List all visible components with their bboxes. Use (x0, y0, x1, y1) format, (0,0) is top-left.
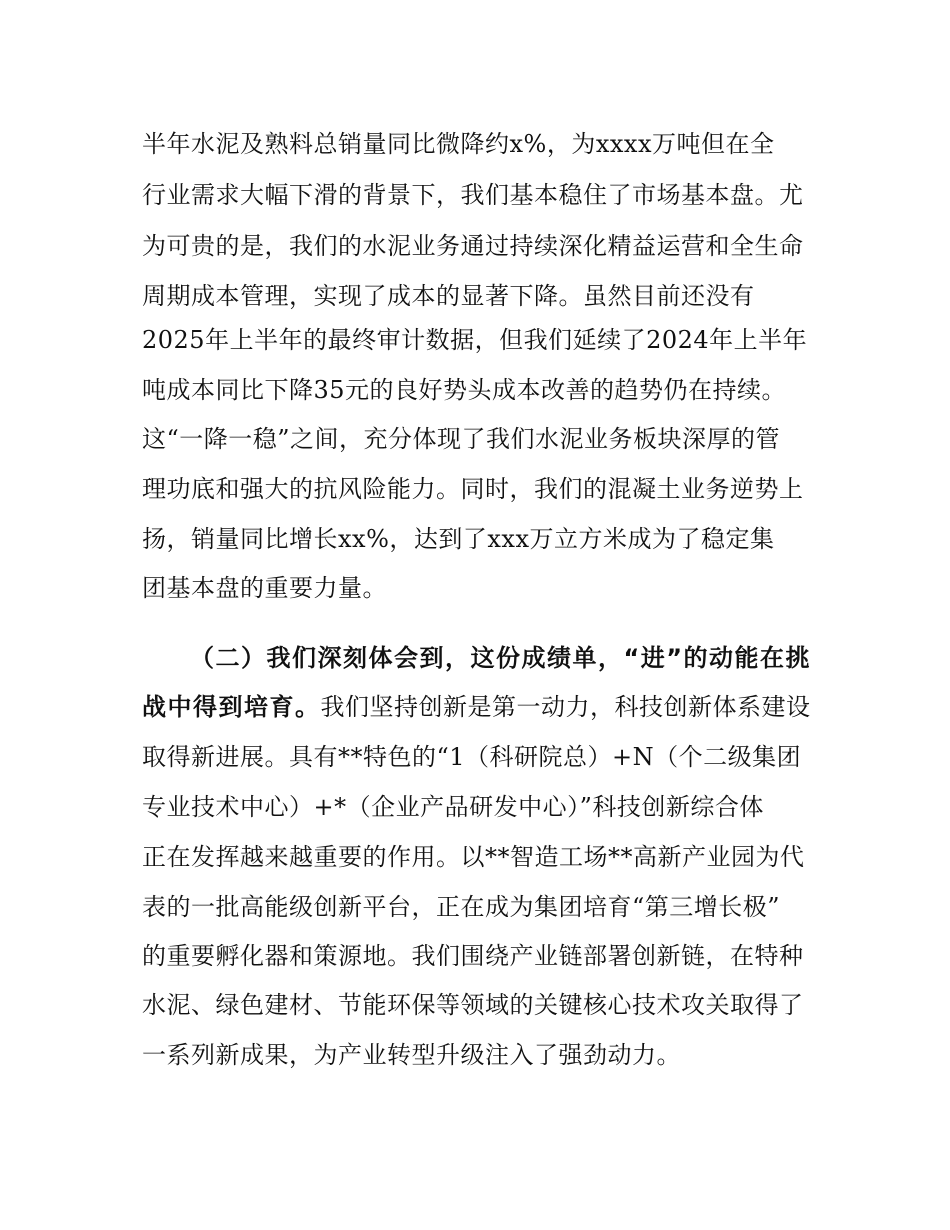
paragraph-2-line-6: 表的一批高能级创新平台，正在成为集团培育“第三增长极” (142, 893, 781, 921)
paragraph-2-line-4: 专业技术中心）+*（企业产品研发中心）”科技创新综合体 (142, 793, 764, 821)
paragraph-1-line-6: 吨成本同比下降35元的良好势头成本改善的趋势仍在持续。 (142, 376, 787, 404)
paragraph-2-line-7: 的重要孵化器和策源地。我们围绕产业链部署创新链，在特种 (142, 942, 804, 970)
paragraph-2-line-3: 取得新进展。具有**特色的“1（科研院总）+N（个二级集团 (142, 743, 802, 771)
paragraph-1-line-4: 周期成本管理，实现了成本的显著下降。虽然目前还没有 (142, 282, 755, 310)
paragraph-1-line-9: 扬，销量同比增长xx%，达到了xxx万立方米成为了稳定集 (142, 525, 775, 553)
paragraph-2-line-9: 一系列新成果，为产业转型升级注入了强劲动力。 (142, 1041, 681, 1069)
paragraph-2-heading: （二）我们深刻体会到，这份成绩单，“进”的动能在挑 (190, 644, 812, 672)
paragraph-1-line-2: 行业需求大幅下滑的背景下，我们基本稳住了市场基本盘。尤 (142, 181, 804, 209)
paragraph-1-line-3: 为可贵的是，我们的水泥业务通过持续深化精益运营和全生命 (142, 232, 804, 260)
paragraph-2-line-8: 水泥、绿色建材、节能环保等领域的关键核心技术攻关取得了 (142, 991, 804, 1019)
paragraph-1-line-10: 团基本盘的重要力量。 (142, 574, 387, 602)
paragraph-1-line-5: 2025年上半年的最终审计数据，但我们延续了2024年上半年 (142, 326, 808, 354)
paragraph-1-line-1: 半年水泥及熟料总销量同比微降约x%，为xxxx万吨但在全 (142, 130, 775, 158)
paragraph-2-line-5: 正在发挥越来越重要的作用。以**智造工场**高新产业园为代 (142, 843, 805, 871)
paragraph-1-line-8: 理功底和强大的抗风险能力。同时，我们的混凝土业务逆势上 (142, 475, 804, 503)
paragraph-1-line-7: 这“一降一稳”之间，充分体现了我们水泥业务板块深厚的管 (142, 425, 781, 453)
paragraph-2-line-2-text: 我们坚持创新是第一动力，科技创新体系建设 (320, 693, 811, 721)
paragraph-2-line-2 (142, 692, 811, 722)
paragraph-2-heading-end: 战中得到培育。 (142, 693, 321, 721)
